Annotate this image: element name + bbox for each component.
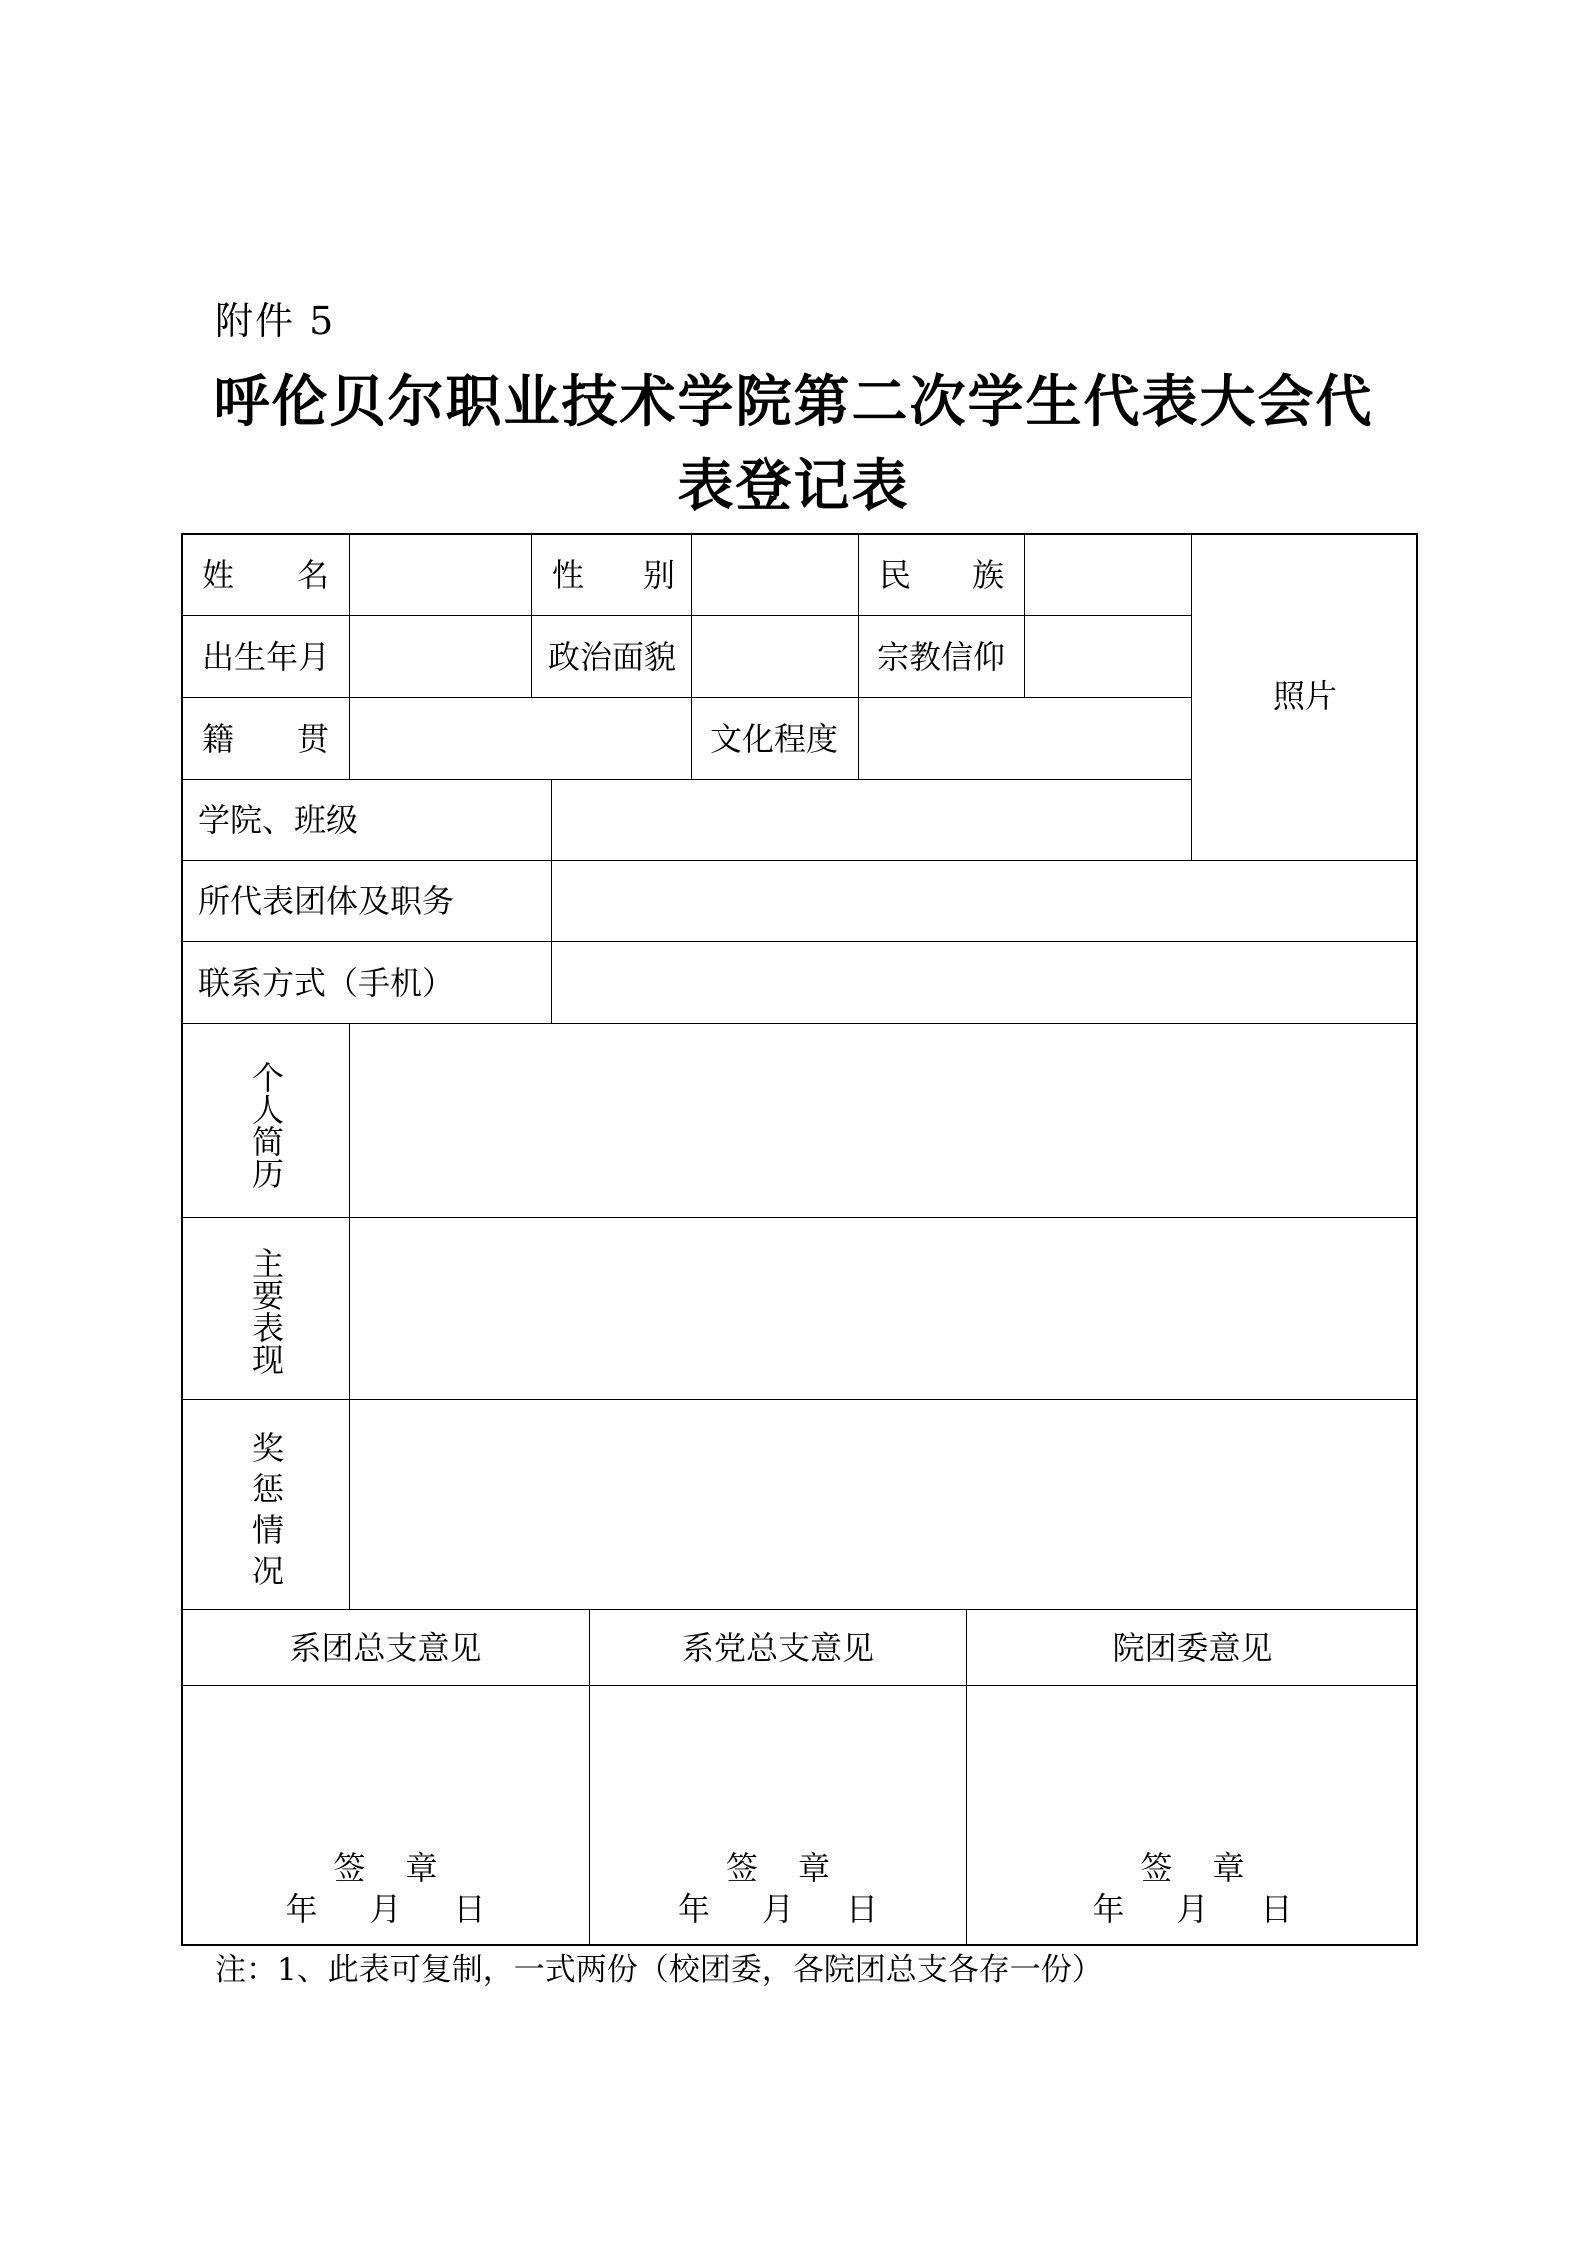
birth-label-cell (181, 615, 349, 697)
political-input[interactable] (691, 615, 858, 697)
opinion-header-1 (181, 1609, 589, 1685)
contact-label: 联系方式（手机） (198, 964, 455, 1002)
opinion-title-1: 系团总支意见 (289, 1629, 482, 1667)
rewards-label: 奖 惩 情 况 (251, 1429, 284, 1590)
name-label: 姓 名 (202, 556, 329, 594)
gender-label-cell (531, 533, 691, 615)
opinion-header-3 (966, 1609, 1418, 1685)
education-input[interactable] (858, 697, 1191, 779)
college-class-input[interactable] (551, 779, 1191, 860)
college-class-label-cell (181, 779, 551, 860)
education-label: 文化程度 (710, 720, 839, 758)
date-label-2: 年 月 日 (677, 1890, 879, 1928)
group-position-label-cell (181, 860, 551, 941)
religion-input[interactable] (1024, 615, 1191, 697)
opinion-title-2: 系党总支意见 (681, 1629, 874, 1667)
performance-label-cell (181, 1217, 349, 1399)
seal-label-3: 签 章 (1140, 1849, 1245, 1887)
opinion-title-3: 院团委意见 (1112, 1629, 1273, 1667)
registration-form (181, 533, 1418, 1946)
seal-label-2: 签 章 (725, 1849, 831, 1887)
date-label-3: 年 月 日 (1092, 1890, 1293, 1928)
footnote: 注：1、此表可复制，一式两份（校团委，各院团总支各存一份） (215, 1952, 1103, 1988)
opinion-box-3[interactable] (966, 1685, 1418, 1946)
contact-input[interactable] (551, 941, 1418, 1023)
contact-label-cell (181, 941, 551, 1023)
form-title-line-1: 呼伦贝尔职业技术学院第二次学生代表大会代 (213, 370, 1374, 435)
religion-label-cell (858, 615, 1024, 697)
photo-label: 照片 (1272, 677, 1337, 715)
political-label-cell (531, 615, 691, 697)
native-label: 籍 贯 (202, 720, 329, 758)
name-label-cell (181, 533, 349, 615)
attachment-label: 附件 5 (215, 299, 336, 343)
resume-label: 个 人 简 历 (251, 1059, 284, 1193)
ethnicity-label-cell (858, 533, 1024, 615)
photo-box[interactable] (1191, 533, 1418, 860)
ethnicity-input[interactable] (1024, 533, 1191, 615)
date-label-1: 年 月 日 (285, 1890, 486, 1928)
performance-input[interactable] (349, 1217, 1418, 1399)
form-title-line-2: 表登记表 (677, 454, 910, 519)
group-position-input[interactable] (551, 860, 1418, 941)
birth-label: 出生年月 (202, 638, 331, 676)
ethnicity-label: 民 族 (879, 556, 1004, 594)
resume-input[interactable] (349, 1023, 1418, 1217)
name-input[interactable] (349, 533, 531, 615)
native-label-cell (181, 697, 349, 779)
opinion-box-1[interactable] (181, 1685, 589, 1946)
group-position-label: 所代表团体及职务 (198, 882, 455, 920)
opinion-header-2 (589, 1609, 966, 1685)
birth-input[interactable] (349, 615, 531, 697)
gender-label: 性 别 (552, 556, 675, 594)
college-class-label: 学院、班级 (198, 801, 359, 839)
resume-label-cell (181, 1023, 349, 1217)
seal-label-1: 签 章 (333, 1849, 438, 1887)
religion-label: 宗教信仰 (877, 638, 1006, 676)
rewards-label-cell (181, 1399, 349, 1609)
gender-input[interactable] (691, 533, 858, 615)
rewards-input[interactable] (349, 1399, 1418, 1609)
political-label: 政治面貌 (548, 638, 677, 676)
performance-label: 主 要 表 现 (251, 1245, 284, 1379)
opinion-box-2[interactable] (589, 1685, 966, 1946)
education-label-cell (691, 697, 858, 779)
native-input[interactable] (349, 697, 691, 779)
